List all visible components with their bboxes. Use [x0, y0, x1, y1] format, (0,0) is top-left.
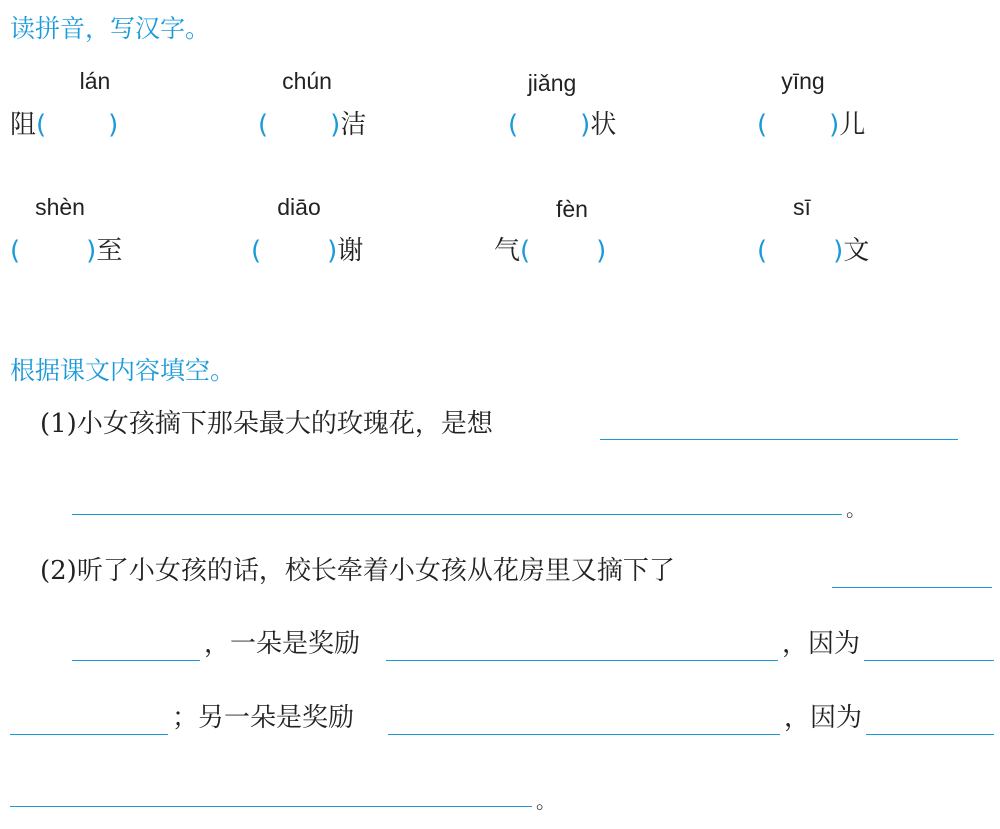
paren-close: ): [829, 110, 840, 140]
word-char: 文: [843, 236, 870, 266]
answer-line-q1-a[interactable]: [600, 439, 958, 440]
paren-open: (: [36, 110, 47, 140]
question-1-text: (1)小女孩摘下那朵最大的玫瑰花，是想: [40, 409, 493, 439]
pinyin-6: diāo: [277, 194, 321, 220]
pinyin-2: chún: [282, 68, 332, 94]
paren-close: ): [327, 236, 338, 266]
section-title-pinyin: 读拼音，写汉字。: [10, 14, 211, 43]
answer-line-q1-b[interactable]: [72, 514, 842, 515]
question-2-text: (2)听了小女孩的话，校长牵着小女孩从花房里又摘下了: [40, 556, 675, 586]
word-char: 阻: [10, 110, 37, 140]
paren-close: ): [108, 110, 119, 140]
answer-line-q2-d[interactable]: [864, 660, 994, 661]
paren-close: ): [86, 236, 97, 266]
question-1-end: 。: [846, 497, 866, 521]
word-item-6: [251, 234, 363, 268]
word-char: 谢: [337, 236, 364, 266]
pinyin-8: sī: [793, 194, 811, 220]
section-title-fill-blank: 根据课文内容填空。: [10, 356, 236, 385]
question-2-line2-a: ，一朵是奖励: [204, 629, 361, 659]
paren-open: (: [508, 110, 519, 140]
word-item-4: [757, 108, 865, 142]
paren-open: (: [757, 110, 768, 140]
paren-open: (: [757, 236, 768, 266]
question-2-end: 。: [536, 789, 556, 813]
question-2-line3-a: ；另一朵是奖励: [172, 703, 355, 733]
paren-open: (: [251, 236, 262, 266]
word-char: 至: [96, 236, 123, 266]
word-item-1: [10, 108, 118, 142]
word-char: 儿: [839, 110, 866, 140]
question-2-line2-b: ，因为: [782, 629, 861, 659]
word-item-5: [10, 234, 122, 268]
word-item-2: [258, 108, 366, 142]
question-2-line3-b: ，因为: [784, 703, 863, 733]
answer-line-q2-c[interactable]: [386, 660, 778, 661]
word-char: 状: [590, 110, 617, 140]
pinyin-1: lán: [79, 68, 111, 94]
paren-open: (: [520, 236, 531, 266]
pinyin-3: jiǎng: [527, 70, 577, 96]
answer-line-q2-b[interactable]: [72, 660, 200, 661]
word-item-7: [494, 234, 606, 268]
answer-line-q2-h[interactable]: [10, 806, 532, 807]
answer-line-q2-e[interactable]: [10, 734, 168, 735]
answer-line-q2-a[interactable]: [832, 587, 992, 588]
pinyin-5: shèn: [35, 194, 85, 220]
word-item-3: [508, 108, 616, 142]
answer-line-q2-g[interactable]: [866, 734, 994, 735]
word-item-8: [757, 234, 869, 268]
word-char: 洁: [340, 110, 367, 140]
paren-close: ): [833, 236, 844, 266]
answer-line-q2-f[interactable]: [388, 734, 780, 735]
pinyin-7: fèn: [556, 196, 588, 222]
paren-open: (: [10, 236, 21, 266]
word-char: 气: [494, 236, 521, 266]
paren-close: ): [580, 110, 591, 140]
paren-close: ): [596, 236, 607, 266]
pinyin-4: yīng: [781, 68, 825, 94]
paren-open: (: [258, 110, 269, 140]
paren-close: ): [330, 110, 341, 140]
